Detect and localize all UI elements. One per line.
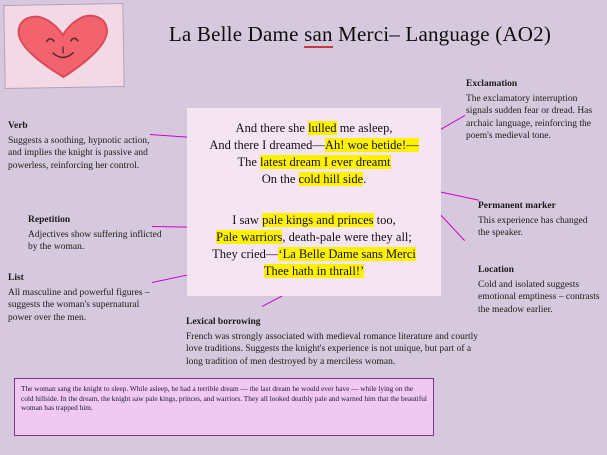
heart-icon — [12, 10, 113, 82]
line-text: And there she — [235, 121, 309, 135]
annotation-list — [8, 272, 158, 324]
annotation-location — [478, 264, 602, 316]
annotation-repetition — [28, 214, 164, 254]
highlight-thrall: Thee hath in thrall!’ — [263, 264, 365, 278]
poem-stanza-2 — [187, 212, 441, 280]
line-text: I saw — [232, 213, 263, 227]
line-text: They cried— — [212, 247, 279, 261]
heart-image-frame — [3, 3, 124, 89]
annotation-lexical-borrowing-heading: Lexical borrowing — [186, 317, 261, 327]
highlight-la-belle-dame: ‘La Belle Dame sans Merci — [278, 247, 416, 261]
annotation-location-heading: Location — [478, 265, 514, 275]
poem-line — [187, 120, 441, 137]
poem-line — [187, 171, 441, 188]
highlight-exclamation: Ah! woe betide!— — [324, 138, 419, 152]
line-text: And there I dreamed— — [209, 138, 325, 152]
annotation-exclamation-heading: Exclamation — [466, 79, 518, 89]
annotation-verb-body: Suggests a soothing, hypnotic action, and implies the knight is passive and powerless, reinforcing her control. — [8, 135, 150, 171]
title-part-after: Merci– Language (AO2) — [332, 22, 552, 46]
summary-box — [14, 378, 434, 436]
poem-line — [187, 154, 441, 171]
line-text: . — [363, 172, 367, 186]
annotation-list-heading: List — [8, 273, 24, 283]
annotation-repetition-heading: Repetition — [28, 215, 71, 225]
line-text: too, — [373, 213, 396, 227]
annotation-lexical-borrowing-body: French was strongly associated with medieval romance literature and courtly love traditions. Suggests the knight's experience is not unique, but part of a long tradition of men destroyed by a merciless woman. — [186, 331, 479, 367]
annotation-verb — [8, 120, 158, 172]
poem-line — [187, 229, 441, 246]
annotation-permanent-marker — [478, 200, 600, 240]
highlight-pale-warriors: Pale warriors — [216, 230, 283, 244]
highlight-cold-hill-side: cold hill side — [298, 172, 364, 186]
poem-panel — [187, 108, 441, 296]
annotation-list-body: All masculine and powerful figures – suggests the woman's supernatural power over the men. — [8, 287, 150, 323]
page-title — [120, 22, 600, 47]
highlight-lulled: lulled — [308, 121, 337, 135]
annotation-exclamation — [466, 78, 602, 143]
annotation-verb-heading: Verb — [8, 121, 28, 131]
highlight-pale-kings: pale kings and princes — [262, 213, 374, 227]
poem-line — [187, 212, 441, 229]
line-text: The — [237, 155, 261, 169]
poem-line — [187, 263, 441, 280]
poem-stanza-1 — [187, 120, 441, 188]
annotation-exclamation-body: The exclamatory interruption signals sudden fear or dread. Has archaic language, reinforcing the poem's medieval tone. — [466, 93, 593, 141]
title-part-before: La Belle Dame — [168, 22, 305, 46]
poem-line — [187, 137, 441, 154]
annotation-repetition-body: Adjectives show suffering inflicted by the woman. — [28, 229, 162, 252]
summary-text: The woman sang the knight to sleep. While asleep, he had a terrible dream — the last dream he would ever have — while lying on the cold hillside. In the dream, the knight saw pale kings, princes, and warriors. They all looked deathly pale and warned him that the beautiful woman has trapped him. — [21, 384, 427, 413]
annotation-permanent-marker-heading: Permanent marker — [478, 201, 556, 211]
title-underlined-word: san — [304, 22, 333, 46]
annotation-location-body: Cold and isolated suggests emotional emptiness – contrasts the meadow earlier. — [478, 279, 600, 315]
highlight-latest-dream: latest dream I ever dreamt — [260, 155, 391, 169]
annotation-permanent-marker-body: This experience has changed the speaker. — [478, 215, 588, 238]
line-text: On the — [261, 172, 299, 186]
line-text: me asleep, — [336, 121, 393, 135]
poem-line — [187, 246, 441, 263]
annotation-lexical-borrowing — [186, 316, 486, 368]
line-text: , death-pale were they all; — [282, 230, 412, 244]
